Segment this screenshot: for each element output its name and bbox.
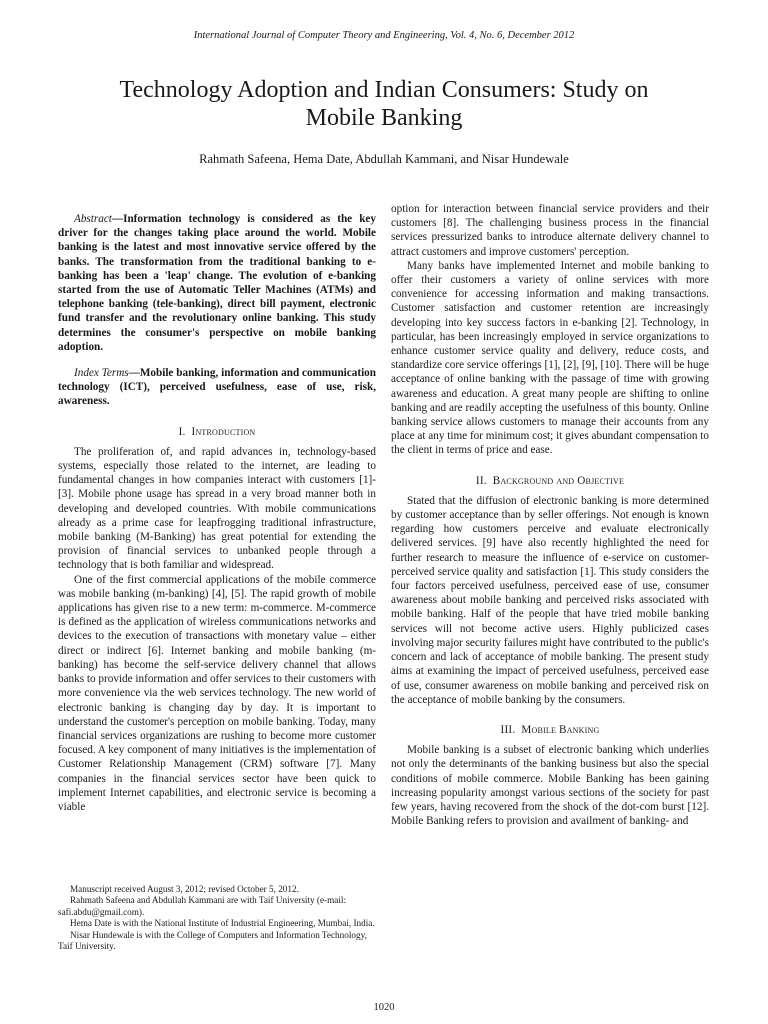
footnote: Hema Date is with the National Institute of Industrial Engineering, Mumbai, India. (70, 918, 375, 929)
journal-header: International Journal of Computer Theory and Engineering, Vol. 4, No. 6, December 2012 (193, 30, 575, 41)
intro-paragraph: The proliferation of, and rapid advances in, technology-based systems, especially those related to the internet, are leading to fundamental changes in how companies interact with customers [1]-[3]. Mobile phone usage has spread in a very broad manner both in developing and developed countries. With mobile communications already as a prime case for leapfrogging traditional infrastructure, mobile banking (M-Banking) has great potential for extending the provision of financial services to unbanked people through a technology that is both familiar and widespread. (58, 445, 376, 572)
footnote: Rahmath Safeena and Abdullah Kammani are with Taif University (e-mail: safi.abdu@gmail.com). (58, 895, 347, 917)
section-number: II. (475, 474, 487, 487)
index-terms-label: Index Terms (74, 367, 129, 380)
intro-continuation-paragraph: Many banks have implemented Internet and mobile banking to offer their customers a variety of online services with more convenience for accessing information and making transactions. Customer satisfaction and customer retention are increasingly developing into key success factors in e-banking [2]. Technology, in particular, has been increasingly employed in service organizations to enhance customer service quality and delivery, reduce costs, and standardize core service offerings [1], [2], [9], [10]. There will be huge acceptance of online banking with the passage of time with growing awareness and education. A great many people are shifting to online banking and are readily accepting the usefulness of this bounty. Online banking service allows customers to manage their accounts from any place at any time for minimum cost; it gives abundant compensation to the client in terms of price and ease. (391, 259, 709, 457)
intro-paragraph: One of the first commercial applications of the mobile commerce was mobile banking (m-banking) [4], [5]. The rapid growth of mobile applications has given rise to a new term: m-commerce. M-commerce is defined as the application of wireless communications networks and devices to the execution of transactions with monetary value – either direct or indirect [6]. Internet banking and mobile banking (m-banking) has become the self-service delivery channel that allows banks to provide information and offer services to their customers with more convenience via the web services technology. The new world of electronic banking is changing day by day. It is important to understand the customer's perception on mobile banking. Today, many financial services organizations are rushing to become more customer focused. A key component of many initiatives is the implementation of Customer Relationship Management (CRM) software [7]. Many companies in the financial services sector have been quick to implement Internet capabilities, and electronic service is becoming a viable (58, 573, 376, 813)
abstract-label: Abstract (74, 213, 112, 225)
intro-continuation-paragraph: option for interaction between financial service providers and their customers [8]. The challenging business process in the financial services pressurized banks to introduce alternate delivery channel to attract customers and improve customers' perception. (391, 203, 709, 258)
section-title: Mobile Banking (521, 723, 600, 736)
right-column (391, 202, 709, 828)
footnote: Manuscript received August 3, 2012; revised October 5, 2012. (70, 884, 299, 894)
mobile-banking-paragraph: Mobile banking is a subset of electronic banking which underlies not only the determinants of the banking business but also the special conditions of mobile commerce. Mobile Banking has been gaining increasing popularity amongst various sections of the society for past few years, having recovered from the shock of the dot-com burst [12]. Mobile Banking refers to provision and availment of banking- and (391, 744, 709, 828)
abstract (58, 212, 376, 354)
section-heading-mobile-banking (391, 723, 709, 737)
index-terms-text: —Mobile banking, information and communication technology (ICT), perceived usefulness, ease of use, risk, awareness. (58, 367, 376, 408)
left-column (58, 202, 376, 814)
section-number: I. (178, 425, 186, 438)
section-title: Introduction (191, 425, 256, 438)
section-heading-introduction (58, 425, 376, 439)
section-title: Background and Objective (492, 474, 625, 487)
author-list: Rahmath Safeena, Hema Date, Abdullah Kammani, and Nisar Hundewale (199, 152, 569, 166)
index-terms (58, 366, 376, 409)
page-number: 1020 (373, 1002, 395, 1013)
footnotes (58, 884, 376, 952)
background-paragraph: Stated that the diffusion of electronic banking is more determined by customer acceptance than by seller offerings. Not enough is known regarding how customers perceive and evaluate electronically delivered services. [9] have also recently highlighted the need for further research to measure the influence of e-service on customer-perceived service quality and satisfaction [1]. This study considers the four factors perceived usefulness, perceived ease of use, consumer awareness about mobile banking and perceived risks associated with mobile banking. Half of the people that have tried mobile banking services will not become active users. Highly publicized cases involving major security failures might have contributed to the public's concern and lack of acceptance of mobile banking. The present study aims at examining the impact of perceived usefulness, perceived ease of use, consumer awareness on mobile banking and perceived risk on the acceptance of mobile banking by the consumers. (391, 494, 709, 706)
paper-title: Technology Adoption and Indian Consumers: Study on Mobile Banking (119, 77, 649, 131)
section-number: III. (500, 723, 516, 736)
footnote: Nisar Hundewale is with the College of Computers and Information Technology, Taif University. (58, 929, 367, 952)
abstract-text: —Information technology is considered as the key driver for the changes taking place around the world. Mobile banking is the latest and most innovative service offered by the banks. The transformation from the traditional banking to e-banking has been a 'leap' change. The evolution of e-banking started from the use of Automatic Teller Machines (ATMs) and telephone banking (tele-banking), direct bill payment, electronic fund transfer and the revolutionary online banking. This study determines the consumer's perspective on mobile banking adoption. (58, 213, 376, 353)
section-heading-background (391, 474, 709, 488)
